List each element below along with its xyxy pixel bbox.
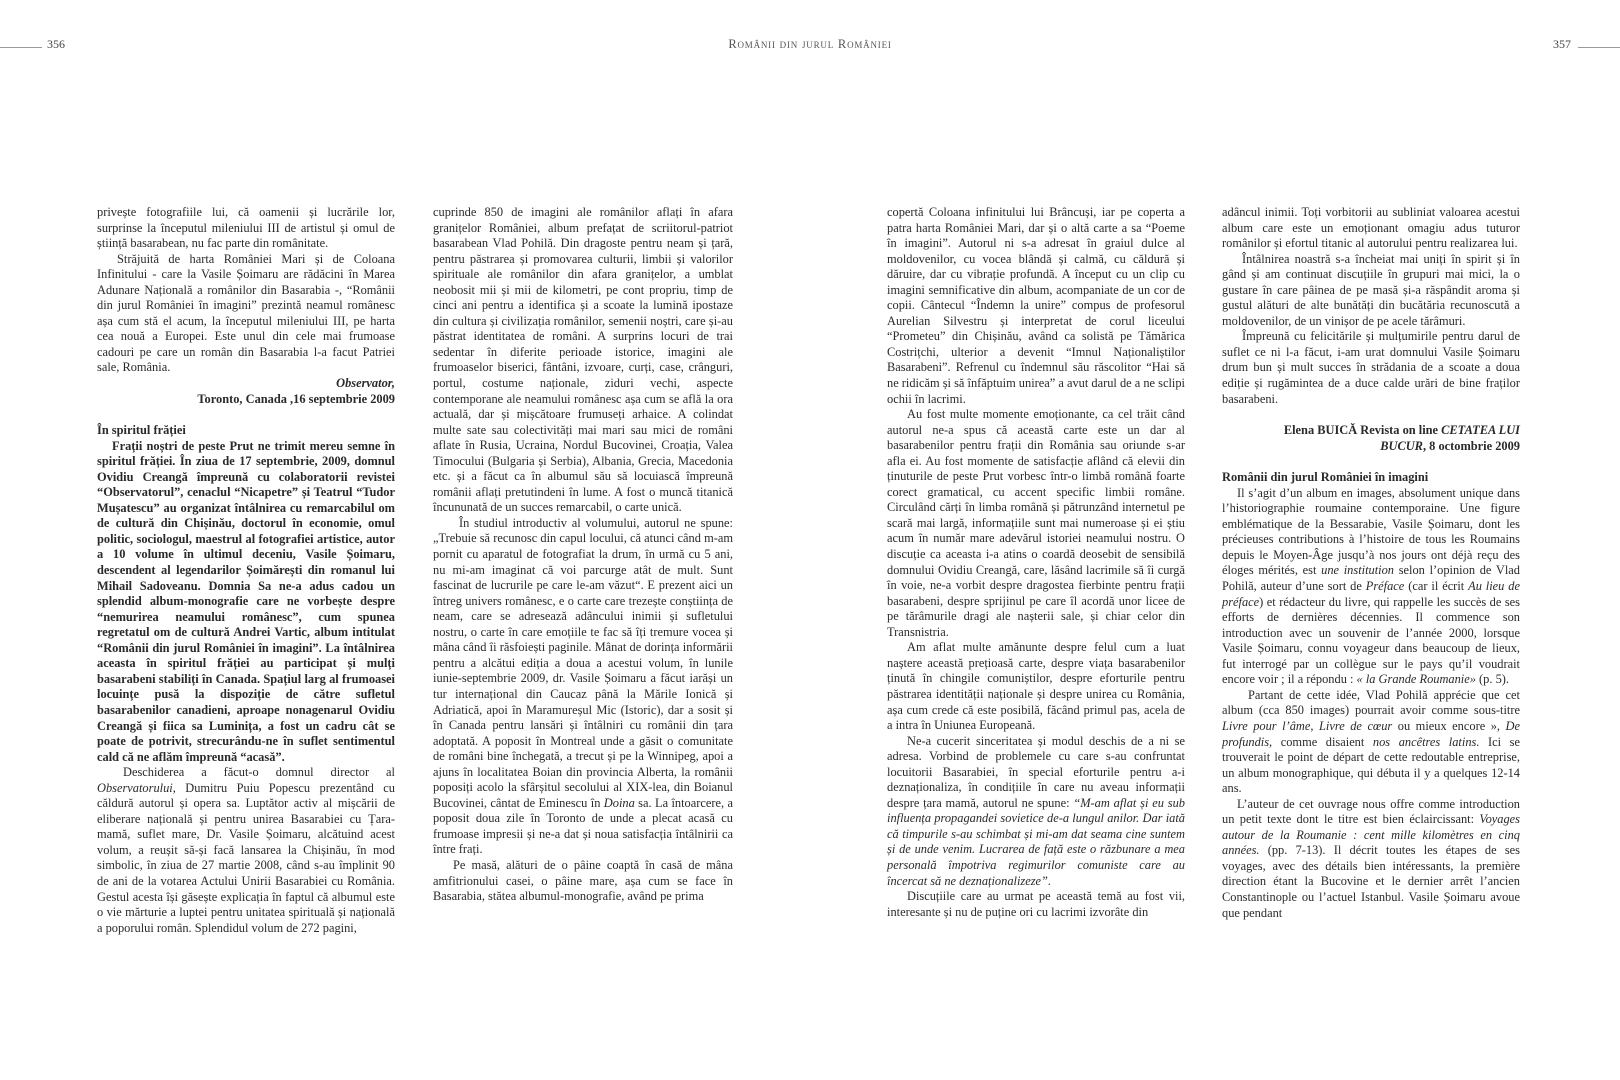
paragraph: adâncul inimii. Toți vorbitorii au subliniat valoarea acestui album care este un emoționant omagiu adus tuturor românilor și efortul titanic al autorului pentru realizarea lui. (1222, 205, 1520, 251)
paragraph-bold: Frații noștri de peste Prut ne trimit mereu semne în spiritul frăției. În ziua de 17 septembrie, 2009, domnul Ovidiu Creangă împreună cu colaboratorii revistei “Observatorul”, cenaclul “Nicapetre” și Teatrul “Tudor Mușatescu” au organizat întâlnirea cu remarcabilul om de cultură din Chișinău, doctorul în economie, omul politic, sociologul, maestrul al fotografiei artistice, autor a 10 volume în ultimul deceniu, Vasile Șoimaru, descendent al legendarilor Șoimărești din romanul lui Mihail Sadoveanu. Domnia Sa ne-a adus cadou un splendid album-monografie care ne vorbește despre “nemurirea neamului românesc”, cum spunea regretatul om de cultură Andrei Vartic, album intitulat “Românii din jurul României în imagini”. La întâlnirea aceasta în spiritul frăției au participat și mulți basarabeni stabiliți în Canada. Spațiul larg al frumoasei locuințe pusă la dispoziție de către sufletul basarabenilor canadieni, aproape nonagenarul Ovidiu Creangă și fiica sa Luminița, a fost un cadru cât se poate de potrivit, strecurându-ne în suflet sentimentul cald că ne aflăm împreună “acasă”. (97, 438, 395, 764)
page-number-right: 357 (1553, 37, 1571, 51)
text: L’auteur de cet ouvrage nous offre comme introduction un petit texte dont le titre est bien éclaircissant: (1222, 796, 1520, 827)
header-rule-right (1578, 47, 1620, 48)
text: , 8 octombrie 2009 (1422, 438, 1520, 453)
text: În studiul introductiv al volumului, autorul ne spune: „Trebuie să recunosc din capul locului, că atunci când m-am pornit cu aparatul de fotografiat la drum, în urmă cu 5 ani, nu mi-am imaginat că voi parcurge atât de mult. Sunt fascinat de lucrurile pe care le-am văzut“. E prezent aici un întreg univers românesc, e o carte care trezește conștiința de neam, care se adresează adâncului inimii și sufletului nostru, o carte în care emoțiile te fac să îți tremure vocea și mâna când îi răsfoiești paginile. Mânat de dorința informării pentru a alcătui ediția a doua a acestui volum, în lunile iunie-septembrie 2009, dr. Vasile Șoimaru a făcut iarăși un tur internațional din Caucaz până la Mările Ionică și Adriatică, apoi în Maramureșul Mic (Istoric), dar a sosit și în Canada pentru lansări și întâlniri cu românii din țara adoptată. A poposit în Montreal unde a găsit o comunitate de români bine închegată, a trecut și pe la Winnipeg, apoi a ajuns în localitatea Boian din provincia Alberta, la românii poposiți acolo la sfârșitul secolului al XIX-lea, din Boianul Bucovinei, cântat de Eminescu în (433, 515, 733, 810)
section-heading: Românii din jurul României în imagini (1222, 470, 1429, 485)
paragraph: Împreună cu felicitările și mulțumirile pentru darul de suflet ce ni l-a făcut, i-am urat domnului Vasile Șoimaru drum bun și mult succes în strădania de a scoate a doua ediție și rugămintea de a duce calde urări de bine fraților basarabeni. (1222, 329, 1520, 406)
text: Deschiderea a făcut-o domnul director al (123, 765, 395, 780)
italic-text: Préface (1365, 579, 1405, 594)
page-number-left: 356 (47, 37, 65, 51)
paragraph: privește fotografiile lui, că oamenii și lucrările lor, surprinse la începutul mileniului III de artistul și omul de știință basarabean, nu fac parte din românitate. (97, 205, 395, 251)
italic-text: une institution (1321, 563, 1394, 578)
italic-quote: “M-am aflat și eu sub influența propagandei sovietice de-a lungul anilor. Dar iată că timpurile s-au schimbat și mi-am dat seama cine suntem și de unde venim. Lucrarea de față este o răzbunare a mea personală împotriva regimurilor comuniste care au încercat să ne deznaționalizeze”. (887, 795, 1185, 888)
paragraph: Întâlnirea noastră s-a încheiat mai uniți în spirit și în gând și am continuat discuțiile în grupuri mai mici, la o gustare în care pâinea de pe masă și-a răspândit aroma și gustul alături de alte bunătăți din bucătăria recunoscută a moldovenilor, de un vinișor de pe acele tărâmuri. (1222, 251, 1520, 328)
paragraph: Am aflat multe amănunte despre felul cum a luat naștere această prețioasă carte, despre viața basarabenilor ținută în chingile comuniștilor, despre eforturile pentru păstrarea identității naționale și despre unirea cu România, așa cum crede că este posibilă, făcând primul pas, acela de a intra în Uniunea Europeană. (887, 640, 1185, 733)
paragraph (887, 734, 1185, 889)
running-title: Românii din jurul României (728, 37, 892, 51)
text: ou mieux encore », (1392, 718, 1506, 733)
paragraph: Discuțiile care au urmat pe această temă au fost vii, interesante și nu de puține ori cu lacrimi izvorâte din (887, 889, 1185, 919)
text: Elena BUICĂ Revista on line (1283, 423, 1442, 438)
column-3 (887, 205, 1185, 920)
italic-text: Au lieu de préface (1222, 579, 1520, 609)
text: ) et rédacteur du livre, qui rappelle les succès de ses efforts de dernières décennies. Il commence son introduction avec un souvenir de l’année 2000, lorsque Vasile Șoimaru, connu voyageur dans beaucoup de lieux, fut interrogé par un collègue sur le pays qu’il voudrait encore voir ; il a répondu : (1222, 594, 1520, 687)
section-heading: În spiritul frăției (97, 423, 186, 438)
column-2 (433, 205, 733, 905)
column-4 (1222, 205, 1520, 921)
paragraph: Pe masă, alături de o pâine coaptă în casă de mâna amfitrionului casei, o pâine mare, așa cum se face în Basarabia, stătea albumul-monografie, având pe prima (433, 857, 733, 904)
italic-text: CETATEA LUI (1441, 423, 1520, 438)
paragraph: copertă Coloana infinitului lui Brâncuși, iar pe coperta a patra harta României Mari, dar și o altă carte a sa “Poeme în imagini”. Autorul ni s-a adresat în graiul dulce al moldovenilor, cu vocea blândă și calmă, cu căldură și dăruire, dar cu vibrație profundă. A început cu un clip cu imagini semnificative din album, acompaniate de un cor de copii. Cântecul “Îndemn la unire” compus de profesorul Aurelian Silvestru și interpretat de corul liceului “Prometeu” din Chișinău, având ca solistă pe Tămărica Costrițchi, ulterior a devenit “Imnul Naționaliștilor Basarabeni”. Refrenul cu îndemnul său răscolitor “Hai să ne ridicăm și să înfăptuim unirea” a avut darul de a ne sclipi ochii în lacrimi. (887, 205, 1185, 406)
text: Il s’agit d’un album en images, absolument unique dans l’historiographie roumaine contemporaine. Une figure emblématique de la Bessarabie, Vasile Șoimaru, dont les précieuses contributions à l’histoire de tous les Roumains depuis le Moyen-Âge jusqu’à nos jours ont déjà reçu des éloges mérités, est (1222, 485, 1520, 578)
text: (car il écrit (1404, 579, 1469, 594)
text: Ici se trouverait le point de départ de cette redoutable entreprise, un album monographique, qui débuta il y a quelques 12-14 ans. (1222, 734, 1520, 796)
text: comme disaient (1272, 734, 1373, 749)
text: Partant de cette idée, Vlad Pohilă apprécie que cet album (cca 850 images) pourrait avoir comme sous-titre (1222, 687, 1520, 718)
paragraph (97, 765, 395, 936)
text: (pp. 7-13). Il décrit toutes les étapes de ses voyages, avec des détails bien intéressants, la première direction étant la Bucovine et le dernier arrêt l’ancien Constantinople ou l’actuel Istanbul. Vasile Șoimaru avoue que pendant (1222, 843, 1520, 920)
text: Ne-a cucerit sinceritatea și modul deschis de a ni se adresa. Vorbind de problemele cu care s-au confruntat locuitorii Basarabiei, în special eforturile pentru a-i deznaționaliza, în condițiile în care nu aveau informații despre țara mamă, autorul ne spune: (887, 733, 1185, 810)
italic-text: nos ancêtres latins. (1372, 734, 1480, 749)
text: sa. La întoarcere, a poposit doua zile în Toronto de unde a plecat acasă cu frumoase impresii și ne-a dat și noua satisfacția întâlnirii ca între frați. (433, 795, 733, 857)
text: Dumitru Puiu Popescu prezentând cu căldură autorul și opera sa. Luptător activ al mișcării de eliberare națională și pentru unirea Basarabiei cu Țara-mamă, suflet mare, Dr. Vasile Șoimaru, alcătuind acest volum, a reușit să-și facă lansarea la Chișinău, în mod simbolic, în ziua de 27 martie 2008, când s-au împlinit 90 de ani de la votarea Actului Unirii Basarabiei cu România. Gestul acesta își găsește explicația în faptul că albumul este o vie mărturie a luptei pentru unitatea spirituală și națională a poporului român. Splendidul volum de 272 pagini, (97, 780, 395, 935)
paragraph (433, 516, 733, 858)
italic-text: Doina (603, 795, 635, 810)
paragraph: Au fost multe momente emoționante, ca cel trăit când autorul ne-a spus că această carte este un dar al basarabenilor pentru frații din România sau oriunde s-ar afla ei. Au fost momente de satisfacție aflând că elevii din ținuturile de peste Prut vorbesc într-o limbă română foarte corect gramatical, cu accent specific limbii române. Circulând cărți în limba română și pătrunzând internetul pe scară mai largă, informațiile sunt mai numeroase și ei știu acum în număr mare adevărul istoriei neamului nostru. O discuție ca aceasta i-a atins o coardă deosebit de sensibilă domnului Ovidiu Creangă, care, lăsând lacrimile să îi curgă în voie, ne-a vorbit despre dragostea fierbinte pentru frații basarabeni, despre sprijinul pe care îl acordă unor licee de pe tărâmurile dragi ale nașterii sale, și chiar celor din Transnistria. (887, 407, 1185, 639)
italic-text: Voyages autour de la Roumanie : cent mille kilomètres en cinq années. (1222, 812, 1520, 858)
text: (p. 5). (1475, 672, 1509, 687)
signature-name: Observator, (336, 376, 395, 391)
column-1 (97, 205, 395, 936)
paragraph (1222, 688, 1520, 797)
italic-text: BUCUR (1380, 438, 1423, 453)
paragraph: Străjuită de harta României Mari și de Coloana Infinitului - care la Vasile Șoimaru are rădăcini în Marea Adunare Națională a românilor din Basarabia -, “Românii din jurul României în imagini” prezintă neamul românesc așa cum stă el acum, la începutul mileniului III, pe harta cea nouă a Europei. Este unul din cele mai frumoase cadouri pe care un român din Basarabia l-a facut Patriei sale, România. (97, 251, 395, 375)
signature-place-date: Toronto, Canada ,16 septembrie 2009 (197, 391, 395, 406)
signature (1222, 423, 1520, 454)
paragraph: cuprinde 850 de imagini ale românilor aflați în afara granițelor României, album prefațat de scriitorul-patriot basarabean Vlad Pohilă. Din dragoste pentru neam și țară, pentru păstrarea și promovarea culturii, limbii și valorilor spirituale ale românilor din afara granițelor, a umblat neobosit mii și mii de kilometri, pe cont propriu, timp de cinci ani pentru a identifica și a scoate la lumină ipostaze din cultura și civilizația românilor, semenii noștri, care și-au păstrat identitatea de români. A surprins locuri de trai sedentar în diferite perioade istorice, imagini ale frumoaselor biserici, fântâni, izvoare, curți, case, crânguri, portul, costume naționale, ziduri vechi, aspecte contemporane ale neamului românesc așa cum se află la ora actuală, dar și mișcătoare frumuseți arhaice. A colindat multe sate sau colectivități mai mari sau mici de români aflate în Rusia, Ucraina, Nordul Bucovinei, Croația, Valea Timocului (Bulgaria și Serbia), Albania, Grecia, Macedonia etc. și a făcut ca în albumul său să locuiască împreună românii aflați pretutindeni în lume. A fost o muncă titanică încununată de un succes remarcabil, o carte unică. (433, 205, 733, 515)
paragraph (1222, 486, 1520, 688)
italic-text: Observatorului, (97, 780, 176, 795)
italic-text: Livre pour l’âme, Livre de cœur (1222, 718, 1393, 733)
italic-text: De profundis, (1222, 718, 1520, 749)
paragraph (1222, 797, 1520, 921)
text: selon l’opinion de Vlad Pohilă, auteur d’une sort de (1222, 563, 1520, 594)
italic-text: « la Grande Roumanie» (1356, 672, 1476, 687)
